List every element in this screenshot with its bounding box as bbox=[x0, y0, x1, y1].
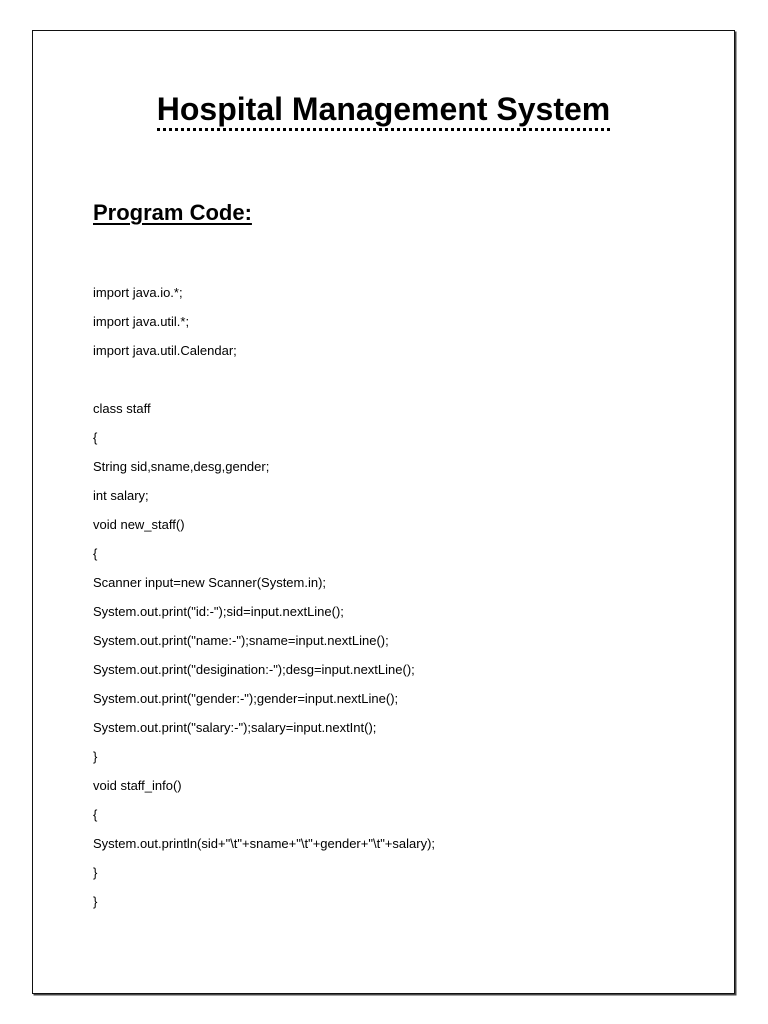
code-line: void new_staff() bbox=[93, 517, 185, 532]
document-page bbox=[32, 30, 735, 994]
code-line: Scanner input=new Scanner(System.in); bbox=[93, 575, 327, 590]
code-line: } bbox=[93, 865, 98, 880]
code-line: } bbox=[93, 749, 98, 764]
code-line: System.out.print("gender:-");gender=input.nextLine(); bbox=[93, 691, 399, 706]
document-title bbox=[33, 89, 734, 129]
code-line: import java.io.*; bbox=[93, 285, 183, 300]
code-block bbox=[93, 278, 435, 916]
code-line: } bbox=[93, 894, 98, 909]
code-line: { bbox=[93, 807, 98, 822]
code-line: System.out.print("id:-");sid=input.nextLine(); bbox=[93, 604, 344, 619]
code-line: System.out.print("desigination:-");desg=input.nextLine(); bbox=[93, 662, 415, 677]
code-line: int salary; bbox=[93, 488, 149, 503]
code-line: { bbox=[93, 430, 98, 445]
code-line: void staff_info() bbox=[93, 778, 182, 793]
code-line: System.out.print("salary:-");salary=input.nextInt(); bbox=[93, 720, 377, 735]
code-line: class staff bbox=[93, 401, 151, 416]
code-line: import java.util.Calendar; bbox=[93, 343, 237, 358]
code-line: System.out.print("name:-");sname=input.nextLine(); bbox=[93, 633, 389, 648]
section-heading: Program Code: bbox=[93, 200, 252, 225]
code-line: import java.util.*; bbox=[93, 314, 190, 329]
code-line: System.out.println(sid+"\t"+sname+"\t"+gender+"\t"+salary); bbox=[93, 836, 436, 851]
document-title-text: Hospital Management System bbox=[157, 91, 610, 131]
code-line bbox=[93, 365, 435, 394]
code-line: { bbox=[93, 546, 98, 561]
code-line: String sid,sname,desg,gender; bbox=[93, 459, 270, 474]
